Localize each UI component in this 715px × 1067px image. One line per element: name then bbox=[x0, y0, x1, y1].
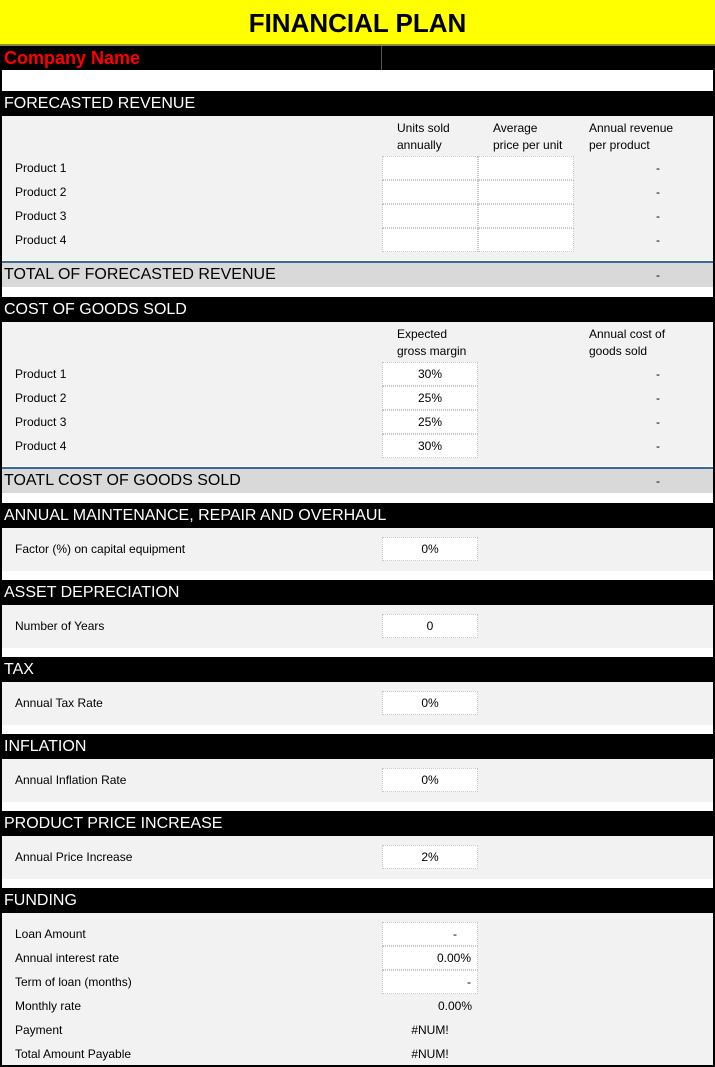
cogs-row-label: Product 4 bbox=[15, 439, 67, 453]
col-annual-revenue: Annual revenue per product bbox=[589, 121, 674, 152]
payment-value: #NUM! bbox=[411, 1023, 449, 1037]
col-gross-margin: Expected gross margin bbox=[397, 327, 467, 358]
revenue-row-label: Product 3 bbox=[15, 209, 67, 223]
margin-input-product-1[interactable]: 30% bbox=[382, 362, 478, 386]
funding-panel bbox=[0, 913, 715, 1065]
total-payable-value: #NUM! bbox=[411, 1047, 449, 1061]
loan-term-input[interactable]: - bbox=[382, 970, 478, 994]
interest-rate-input[interactable]: 0.00% bbox=[382, 946, 478, 970]
col-units-sold: Units sold annually bbox=[397, 121, 450, 152]
loan-amount-label: Loan Amount bbox=[15, 927, 86, 941]
price-increase-input[interactable]: 2% bbox=[382, 845, 478, 869]
units-input-product-3[interactable] bbox=[382, 204, 478, 228]
annual-revenue-product-1: - bbox=[656, 161, 660, 175]
price-input-product-4[interactable] bbox=[478, 228, 574, 252]
total-payable-label: Total Amount Payable bbox=[15, 1047, 132, 1061]
company-name-field[interactable]: Company Name bbox=[4, 46, 382, 70]
loan-term-label: Term of loan (months) bbox=[15, 975, 132, 989]
annual-revenue-product-3: - bbox=[656, 209, 660, 223]
total-cogs-label: TOATL COST OF GOODS SOLD bbox=[4, 472, 241, 489]
section-header-cogs: COST OF GOODS SOLD bbox=[0, 297, 715, 322]
loan-amount-input[interactable]: - bbox=[382, 922, 478, 946]
cogs-row-label: Product 2 bbox=[15, 391, 67, 405]
total-revenue-label: TOTAL OF FORECASTED REVENUE bbox=[4, 266, 276, 283]
price-input-product-1[interactable] bbox=[478, 156, 574, 180]
annual-cost-product-4: - bbox=[656, 439, 660, 453]
col-average-price: Average price per unit bbox=[493, 121, 563, 152]
margin-input-product-4[interactable]: 30% bbox=[382, 434, 478, 458]
monthly-rate-value: 0.00% bbox=[437, 999, 472, 1013]
depreciation-years-input[interactable]: 0 bbox=[382, 614, 478, 638]
total-cogs-value: - bbox=[656, 474, 660, 488]
tax-rate-input[interactable]: 0% bbox=[382, 691, 478, 715]
section-header-inflation: INFLATION bbox=[0, 734, 715, 759]
tax-panel bbox=[0, 682, 715, 725]
annual-cost-product-3: - bbox=[656, 415, 660, 429]
revenue-row-label: Product 4 bbox=[15, 233, 67, 247]
cogs-row-label: Product 1 bbox=[15, 367, 67, 381]
price-input-product-2[interactable] bbox=[478, 180, 574, 204]
maintenance-factor-input[interactable]: 0% bbox=[382, 537, 478, 561]
units-input-product-1[interactable] bbox=[382, 156, 478, 180]
inflation-panel bbox=[0, 759, 715, 802]
margin-input-product-3[interactable]: 25% bbox=[382, 410, 478, 434]
margin-input-product-2[interactable]: 25% bbox=[382, 386, 478, 410]
maintenance-factor-label: Factor (%) on capital equipment bbox=[15, 542, 186, 556]
col-annual-cost: Annual cost of goods sold bbox=[589, 327, 666, 358]
depreciation-panel bbox=[0, 605, 715, 648]
tax-rate-label: Annual Tax Rate bbox=[15, 696, 103, 710]
annual-cost-product-2: - bbox=[656, 391, 660, 405]
total-revenue-row bbox=[0, 261, 715, 287]
revenue-row-label: Product 1 bbox=[15, 161, 67, 175]
annual-revenue-product-2: - bbox=[656, 185, 660, 199]
price-increase-label: Annual Price Increase bbox=[15, 850, 133, 864]
company-bar bbox=[0, 46, 715, 70]
total-revenue-value: - bbox=[656, 268, 660, 282]
revenue-row-label: Product 2 bbox=[15, 185, 67, 199]
section-header-revenue: FORECASTED REVENUE bbox=[0, 91, 715, 116]
interest-rate-label: Annual interest rate bbox=[15, 951, 120, 965]
total-cogs-row bbox=[0, 467, 715, 493]
inflation-rate-input[interactable]: 0% bbox=[382, 768, 478, 792]
monthly-rate-label: Monthly rate bbox=[15, 999, 82, 1013]
inflation-rate-label: Annual Inflation Rate bbox=[15, 773, 127, 787]
section-header-depreciation: ASSET DEPRECIATION bbox=[0, 580, 715, 605]
units-input-product-4[interactable] bbox=[382, 228, 478, 252]
section-header-maintenance: ANNUAL MAINTENANCE, REPAIR AND OVERHAUL bbox=[0, 503, 715, 528]
cogs-row-label: Product 3 bbox=[15, 415, 67, 429]
section-header-funding: FUNDING bbox=[0, 888, 715, 913]
sheet-border-left bbox=[0, 46, 2, 1067]
section-header-tax: TAX bbox=[0, 657, 715, 682]
payment-label: Payment bbox=[15, 1023, 63, 1037]
page-title: FINANCIAL PLAN bbox=[0, 0, 715, 46]
revenue-panel bbox=[0, 116, 715, 260]
annual-revenue-product-4: - bbox=[656, 233, 660, 247]
depreciation-years-label: Number of Years bbox=[15, 619, 105, 633]
units-input-product-2[interactable] bbox=[382, 180, 478, 204]
price-increase-panel bbox=[0, 836, 715, 879]
cogs-panel bbox=[0, 322, 715, 466]
annual-cost-product-1: - bbox=[656, 367, 660, 381]
maintenance-panel bbox=[0, 528, 715, 571]
price-input-product-3[interactable] bbox=[478, 204, 574, 228]
section-header-price-increase: PRODUCT PRICE INCREASE bbox=[0, 811, 715, 836]
